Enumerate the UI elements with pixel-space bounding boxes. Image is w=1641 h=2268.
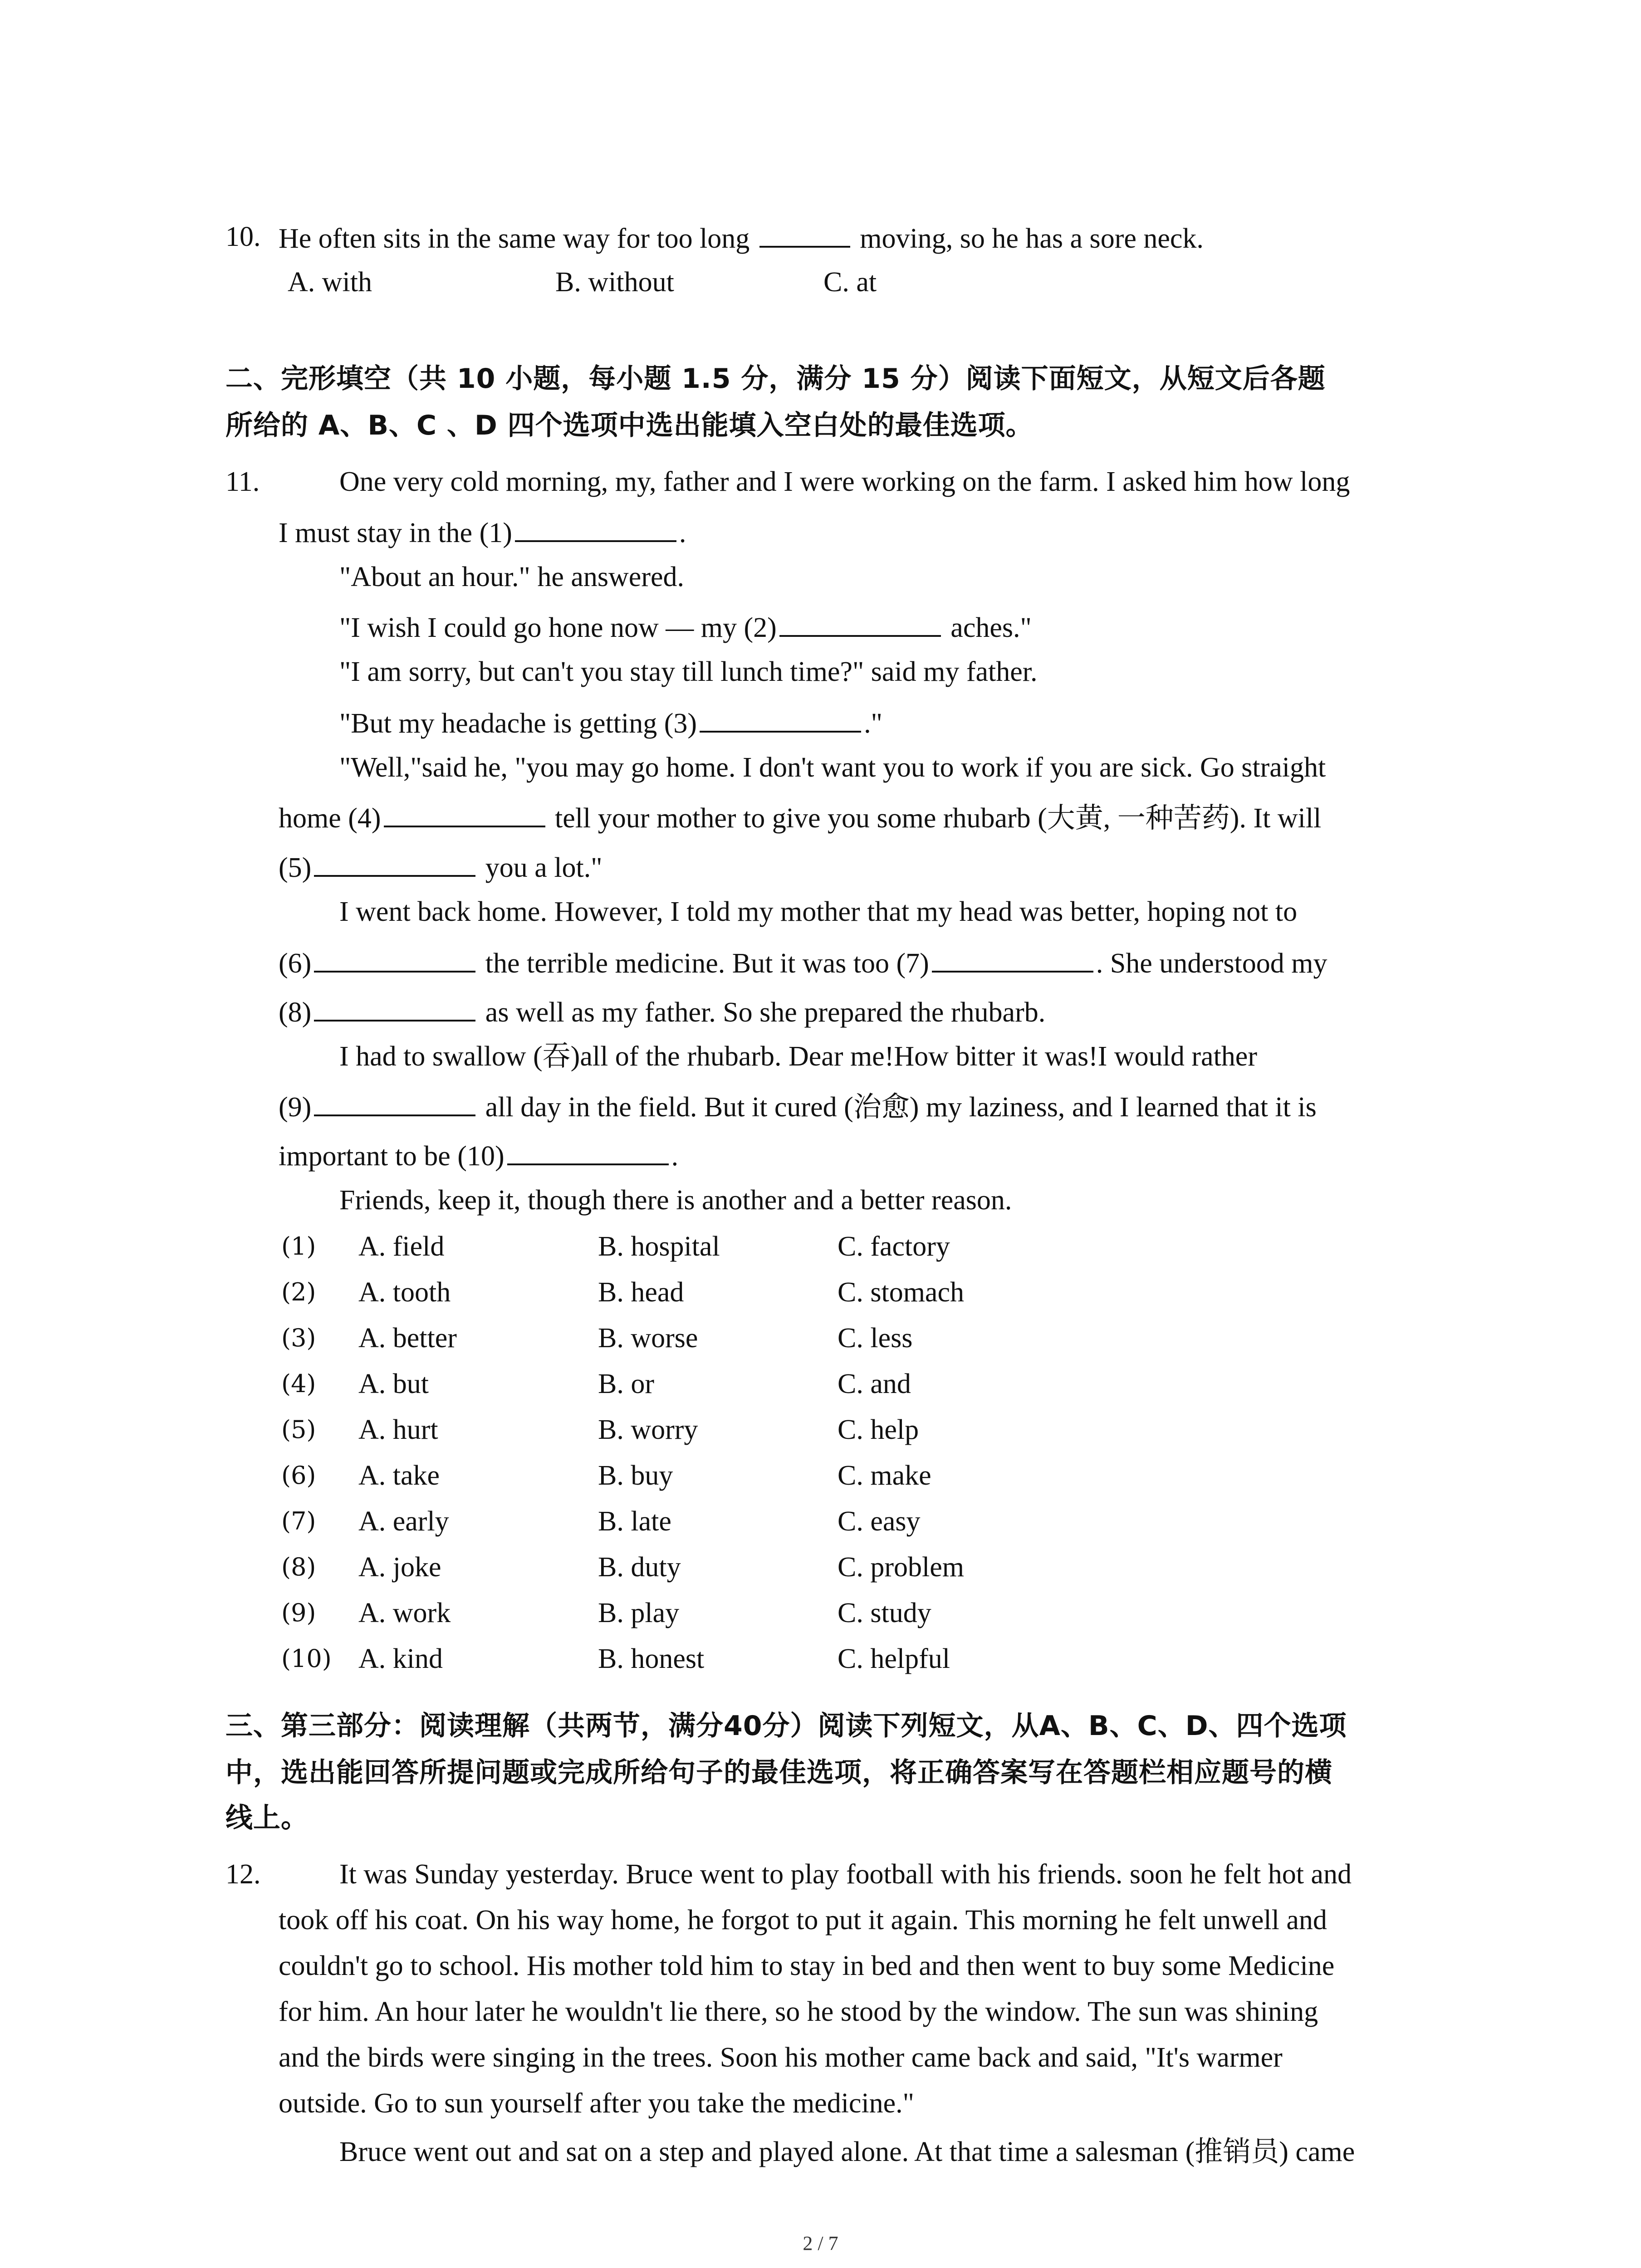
q10-stem-before: He often sits in the same way for too long: [279, 223, 750, 254]
q11-option-number: (4): [281, 1369, 316, 1398]
q11-passage-line: [279, 992, 1045, 1031]
q11-passage-text: "I wish I could go hone now — my (2): [339, 612, 777, 643]
q11-option-number: (3): [281, 1324, 316, 1352]
section3-heading-line1: 三、第三部分：阅读理解（共两节，满分40分）阅读下列短文，从A、B、C、D、四个选项: [225, 1710, 1347, 1742]
q11-passage-text: "Well,"said he, "you may go home. I don't want you to work if you are sick. Go straight: [339, 752, 1326, 783]
q11-option-b[interactable]: B. late: [598, 1506, 671, 1537]
q11-passage-text: all day in the field. But it cured (治愈) my laziness, and I learned that it is: [478, 1092, 1317, 1123]
q11-blank: [384, 798, 545, 827]
q11-passage-text: "About an hour." he answered.: [339, 562, 684, 592]
q12-passage-line: Bruce went out and sat on a step and played alone. At that time a salesman (推销员) came: [339, 2136, 1355, 2167]
q11-blank: [507, 1136, 669, 1165]
q11-passage-line: [339, 749, 1326, 786]
q11-option-a[interactable]: A. but: [358, 1369, 429, 1399]
q11-passage-line: [339, 894, 1297, 930]
q11-blank: [700, 704, 861, 733]
q11-passage-text: "I am sorry, but can't you stay till lunch time?" said my father.: [339, 656, 1038, 687]
q11-option-b[interactable]: B. play: [598, 1598, 680, 1628]
q11-passage-text: . She understood my: [1096, 948, 1327, 979]
q10-stem-after: moving, so he has a sore neck.: [860, 223, 1204, 254]
q11-passage-line: [279, 513, 686, 551]
q12-passage-line: outside. Go to sun yourself after you take the medicine.": [279, 2088, 914, 2119]
q11-option-b[interactable]: B. honest: [598, 1643, 705, 1674]
q11-passage-text: aches.": [943, 612, 1032, 643]
q10-option-a[interactable]: A. with: [288, 267, 372, 298]
q11-passage-line: [339, 464, 1350, 500]
q11-option-c[interactable]: C. help: [838, 1414, 919, 1445]
q11-option-a[interactable]: A. take: [358, 1460, 440, 1491]
q11-passage-text: I must stay in the (1): [279, 518, 512, 548]
q11-option-b[interactable]: B. or: [598, 1369, 654, 1399]
q11-blank: [314, 1087, 475, 1116]
q11-passage-text: important to be (10): [279, 1141, 505, 1172]
q12-number: 12.: [225, 1859, 261, 1890]
q11-blank: [314, 992, 475, 1022]
q11-passage-text: .": [864, 708, 882, 739]
q11-passage-line: [339, 704, 882, 742]
q12-passage-line: took off his coat. On his way home, he forgot to put it again. This morning he felt unwell and: [279, 1905, 1327, 1936]
q12-passage-line: and the birds were singing in the trees. Soon his mother came back and said, "It's warmer: [279, 2042, 1283, 2073]
q11-passage-text: .: [671, 1141, 679, 1172]
section3-heading-line2: 中，选出能回答所提问题或完成所给句子的最佳选项，将正确答案写在答题栏相应题号的横: [225, 1757, 1332, 1789]
q11-passage-text: Friends, keep it, though there is another and a better reason.: [339, 1185, 1012, 1216]
q11-passage-text: you a lot.": [478, 852, 603, 883]
q12-passage-line: for him. An hour later he wouldn't lie there, so he stood by the window. The sun was shining: [279, 1996, 1318, 2027]
q11-option-a[interactable]: A. work: [358, 1598, 451, 1628]
q11-passage-text: tell your mother to give you some rhubarb (大黄, 一种苦药). It will: [548, 803, 1322, 834]
q11-passage-line: [339, 1182, 1012, 1218]
q11-option-c[interactable]: C. easy: [838, 1506, 921, 1537]
q11-option-number: (8): [281, 1553, 316, 1581]
q11-option-c[interactable]: C. problem: [838, 1552, 964, 1583]
q11-option-number: (6): [281, 1461, 316, 1490]
q11-option-number: (7): [281, 1507, 316, 1535]
q11-option-c[interactable]: C. helpful: [838, 1643, 950, 1674]
q11-passage-text: (8): [279, 997, 312, 1028]
q11-blank: [932, 943, 1093, 973]
q11-passage-text: I went back home. However, I told my mother that my head was better, hoping not to: [339, 896, 1298, 927]
q11-passage-text: (5): [279, 852, 312, 883]
q11-passage-text: (9): [279, 1092, 312, 1123]
q11-passage-text: One very cold morning, my, father and I were working on the farm. I asked him how long: [339, 466, 1350, 497]
q11-passage-text: home (4): [279, 803, 381, 834]
q11-option-c[interactable]: C. factory: [838, 1231, 950, 1262]
q12-passage-line: It was Sunday yesterday. Bruce went to play football with his friends. soon he felt hot and: [339, 1859, 1352, 1890]
q11-option-c[interactable]: C. and: [838, 1369, 911, 1399]
q11-option-a[interactable]: A. kind: [358, 1643, 443, 1674]
q11-option-number: (1): [281, 1232, 316, 1261]
q11-passage-text: .: [679, 518, 686, 548]
q11-passage-line: [279, 1087, 1317, 1125]
q11-option-b[interactable]: B. hospital: [598, 1231, 720, 1262]
q11-option-c[interactable]: C. study: [838, 1598, 931, 1628]
q11-option-c[interactable]: C. make: [838, 1460, 931, 1491]
q11-passage-line: [279, 943, 1327, 982]
q11-blank: [515, 513, 676, 542]
q11-option-b[interactable]: B. buy: [598, 1460, 673, 1491]
q11-passage-text: as well as my father. So she prepared the rhubarb.: [478, 997, 1046, 1028]
q11-passage-line: [339, 654, 1038, 690]
q10-stem: [279, 219, 1204, 257]
q11-passage-text: the terrible medicine. But it was too (7): [478, 948, 929, 979]
page-number: 2 / 7: [803, 2232, 838, 2254]
q11-option-b[interactable]: B. worry: [598, 1414, 698, 1445]
q11-option-b[interactable]: B. head: [598, 1277, 684, 1308]
q11-option-number: (10): [281, 1644, 332, 1673]
q11-option-a[interactable]: A. hurt: [358, 1414, 438, 1445]
q11-option-a[interactable]: A. tooth: [358, 1277, 451, 1308]
q11-passage-line: [279, 848, 603, 886]
q11-option-a[interactable]: A. joke: [358, 1552, 441, 1583]
q11-option-number: (9): [281, 1598, 316, 1627]
q11-passage-text: (6): [279, 948, 312, 979]
q11-option-number: (5): [281, 1415, 316, 1444]
q11-option-a[interactable]: A. early: [358, 1506, 449, 1537]
q11-passage-line: [339, 1038, 1257, 1075]
q11-option-a[interactable]: A. better: [358, 1323, 457, 1354]
q11-blank: [779, 608, 941, 637]
q10-number: 10.: [225, 221, 261, 252]
q11-option-c[interactable]: C. less: [838, 1323, 913, 1354]
q11-blank: [314, 943, 475, 973]
q11-option-b[interactable]: B. worse: [598, 1323, 698, 1354]
q11-passage-line: [279, 798, 1321, 836]
q10-option-c[interactable]: C. at: [823, 267, 877, 298]
q11-passage-line: [279, 1136, 678, 1174]
q11-blank: [314, 848, 475, 877]
q12-passage-line: couldn't go to school. His mother told him to stay in bed and then went to buy some Medicine: [279, 1950, 1335, 1981]
q11-passage-line: [339, 608, 1032, 646]
q11-option-b[interactable]: B. duty: [598, 1552, 681, 1583]
section2-heading-line2: 所给的 A、B、C 、D 四个选项中选出能填入空白处的最佳选项。: [225, 410, 1034, 441]
q11-number: 11.: [225, 466, 260, 497]
section3-heading-line3: 线上。: [225, 1802, 309, 1834]
q11-option-a[interactable]: A. field: [358, 1231, 445, 1262]
q11-passage-text: I had to swallow (吞)all of the rhubarb. Dear me!How bitter it was!I would rather: [339, 1041, 1257, 1072]
q10-blank: [759, 219, 850, 248]
q10-option-b[interactable]: B. without: [555, 267, 674, 298]
q11-option-number: (2): [281, 1278, 316, 1306]
section2-heading-line1: 二、完形填空（共 10 小题，每小题 1.5 分，满分 15 分）阅读下面短文，从短文后各题: [225, 363, 1326, 395]
q11-option-c[interactable]: C. stomach: [838, 1277, 964, 1308]
q11-passage-text: "But my headache is getting (3): [339, 708, 697, 739]
q11-passage-line: [339, 559, 684, 595]
